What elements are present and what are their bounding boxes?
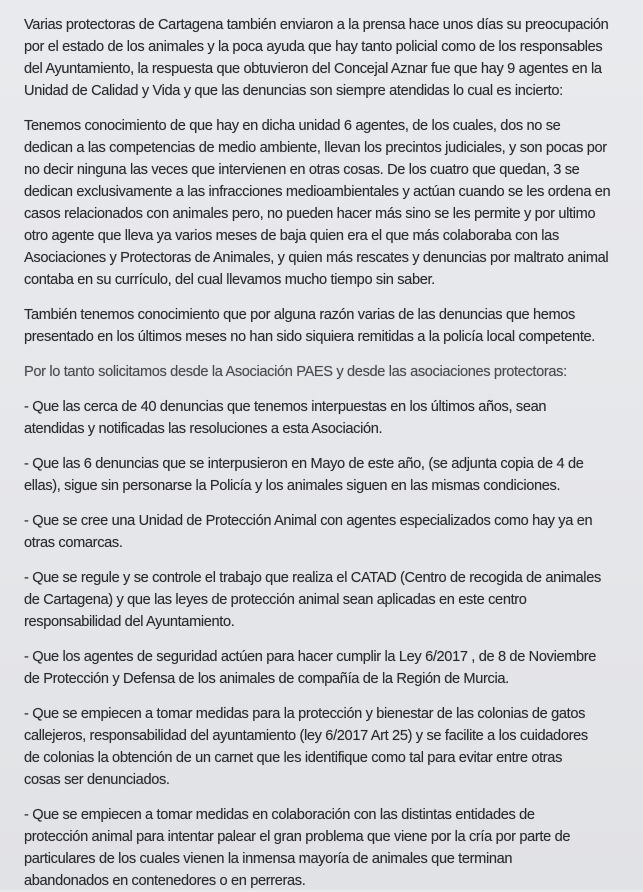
paragraph	[24, 361, 643, 383]
text-line: - Que se regule y se controle el trabajo que realiza el CATAD (Centro de recogida de animales	[24, 570, 601, 586]
text-line: - Que se empiecen a tomar medidas en colaboración con las distintas entidades de	[24, 807, 535, 823]
text-line: - Que los agentes de seguridad actúen para hacer cumplir la Ley 6/2017 , de 8 de Noviembre	[24, 649, 597, 665]
text-line: Asociaciones y Protectoras de Animales, y quien más rescates y denuncias por maltrato animal	[24, 250, 609, 266]
text-line: abandonados en contenedores o en perreras.	[24, 873, 306, 889]
text-line: dedican exclusivamente a las infracciones medioambientales y actúan cuando se les ordena en	[24, 184, 611, 200]
text-line: dedican a las competencias de medio ambiente, llevan los precintos judiciales, y son pocas por	[24, 140, 607, 156]
text-line: - Que las 6 denuncias que se interpusieron en Mayo de este año, (se adjunta copia de 4 de	[24, 456, 584, 472]
text-line: Varias protectoras de Cartagena también enviaron a la prensa hace unos días su preocupación	[24, 17, 609, 33]
text-line: cosas ser denunciados.	[24, 772, 170, 788]
text-line: responsabilidad del Ayuntamiento.	[24, 614, 235, 630]
text-line: protección animal para intentar palear el gran problema que viene por la cría por parte de	[24, 829, 571, 845]
text-line: atendidas y notificadas las resoluciones a esta Asociación.	[24, 421, 383, 437]
text-line: - Que las cerca de 40 denuncias que tenemos interpuestas en los últimos años, sean	[24, 399, 547, 415]
text-line: ellas), sigue sin personarse la Policía y los animales siguen en las mismas condiciones.	[24, 478, 561, 494]
text-line: También tenemos conocimiento que por alguna razón varias de las denuncias que hemos	[24, 307, 576, 323]
text-line: otras comarcas.	[24, 535, 123, 551]
text-line: no decir ninguna las veces que intervienen en otras cosas. De los cuatro que quedan, 3 se	[24, 162, 580, 178]
paragraph	[24, 304, 643, 348]
paragraph	[24, 567, 643, 633]
paragraph	[24, 510, 643, 554]
text-line: - Que se cree una Unidad de Protección Animal con agentes especializados como hay ya en	[24, 513, 593, 529]
text-line: callejeros, responsabilidad del ayuntamiento (ley 6/2017 Art 25) y se facilite a los cuidadores	[24, 728, 588, 744]
paragraph	[24, 115, 643, 291]
paragraph	[24, 703, 643, 791]
text-line: del Ayuntamiento, la respuesta que obtuvieron del Concejal Aznar fue que hay 9 agentes en la	[24, 61, 602, 77]
text-line: otro agente que lleva ya varios meses de baja quien era el que más colaboraba con las	[24, 228, 559, 244]
text-line: - Que se empiecen a tomar medidas para la protección y bienestar de las colonias de gatos	[24, 706, 586, 722]
paragraph	[24, 14, 643, 102]
text-line: Unidad de Calidad y Vida y que las denuncias son siempre atendidas lo cual es incierto:	[24, 83, 563, 99]
text-line: contaba en su currículo, del cual llevamos mucho tiempo sin saber.	[24, 272, 435, 288]
text-line: de Cartagena) y que las leyes de protección animal sean aplicadas en este centro	[24, 592, 527, 608]
paragraph	[24, 453, 643, 497]
text-line: de colonias la obtención de un carnet que les identifique como tal para evitar entre otras	[24, 750, 563, 766]
text-line: casos relacionados con animales pero, no pueden hacer más sino se les permite y por ultimo	[24, 206, 596, 222]
text-line: por el estado de los animales y la poca ayuda que hay tanto policial como de los responsables	[24, 39, 603, 55]
text-line: Tenemos conocimiento de que hay en dicha unidad 6 agentes, de los cuales, dos no se	[24, 118, 561, 134]
paragraph	[24, 646, 643, 690]
text-line: de Protección y Defensa de los animales de compañía de la Región de Murcia.	[24, 671, 509, 687]
paragraph	[24, 396, 643, 440]
text-line: presentado en los últimos meses no han sido siquiera remitidas a la policía local competente.	[24, 329, 595, 345]
text-line: particulares de los cuales vienen la inmensa mayoría de animales que terminan	[24, 851, 513, 867]
text-line: Por lo tanto solicitamos desde la Asociación PAES y desde las asociaciones protectoras:	[24, 364, 567, 380]
paragraph	[24, 804, 643, 892]
